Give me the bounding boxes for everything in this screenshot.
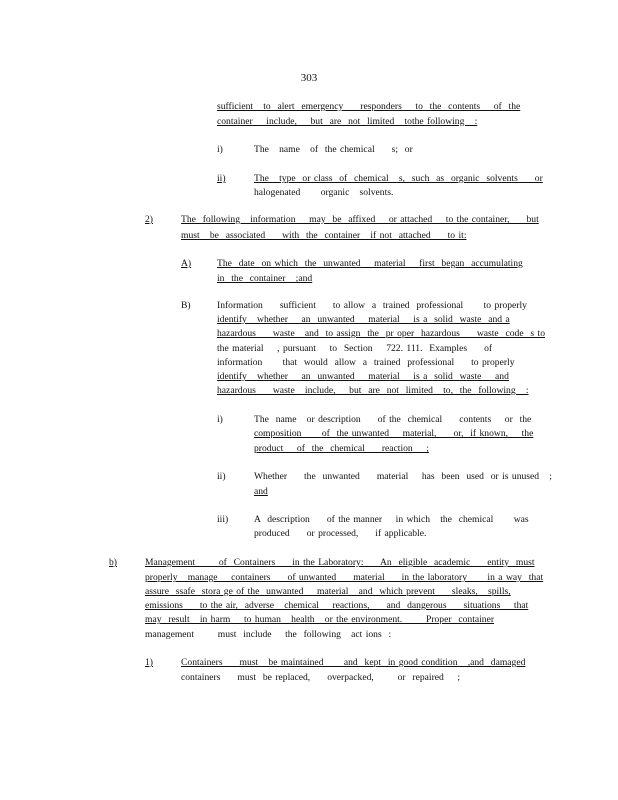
text-line: hazardous waste include, but are not limited to, the following : (217, 385, 529, 396)
text-line: Containers must be maintained and kept in good condition ,and damaged (181, 657, 526, 668)
text-line: in the container ;and (217, 273, 313, 284)
text-line: information that would allow a trained professional to properly (217, 357, 515, 368)
text-line: A description of the manner in which the chemical was (254, 514, 529, 525)
text-line: and (254, 486, 268, 497)
text-line: The type or class of chemical s, such as organic solvents or (254, 173, 543, 184)
list-label: 1) (145, 657, 153, 668)
text-line: produced or processed, if applicable. (254, 528, 427, 539)
list-label: ii) (217, 173, 226, 184)
text-line: composition of the unwanted material, or, if known, the (254, 428, 534, 439)
list-label: A) (181, 258, 192, 269)
text-line: The following information may be affixed or attached to the container, but (181, 214, 539, 225)
list-label: i) (217, 414, 223, 425)
text-line: containers must be replaced, overpacked, or repaired ; (181, 672, 461, 683)
text-line: sufficient to alert emergency responders to the contents of the (217, 101, 521, 112)
text-line: hazardous waste and to assign the pr oper hazardous waste code s to (217, 328, 545, 339)
page-number: 303 (300, 72, 318, 84)
list-item-text: The name of the chemical s; or (254, 144, 413, 155)
text-line: Information sufficient to allow a trained professional to properly (217, 300, 527, 311)
text-line: must be associated with the container if not attached to it: (181, 230, 467, 241)
text-line: container include, but are not limited tothe following : (217, 116, 478, 127)
list-label: 2) (145, 214, 153, 225)
list-label: iii) (217, 514, 229, 525)
text-line: emissions to the air, adverse chemical reactions, and dangerous situations that (145, 600, 529, 611)
text-line: Management of Containers in the Laboratory: An eligible academic entity must (145, 557, 535, 568)
text-line: may result in harm to human health or the environment. Proper container (145, 614, 495, 625)
list-label: ii) (217, 471, 226, 482)
text-line: the material , pursuant to Section 722. 111. Examples of (217, 343, 493, 354)
text-line: identify whether an unwanted material is a solid waste and (217, 371, 509, 382)
text-line: identify whether an unwanted material is a solid waste and a (217, 314, 510, 325)
list-label: b) (109, 557, 117, 568)
text-line: halogenated organic solvents. (254, 187, 394, 198)
list-label: i) (217, 144, 223, 155)
list-label: B) (181, 300, 191, 311)
text-line: assure ssafe stora ge of the unwanted material and which prevent sleaks, spills, (145, 586, 511, 597)
text-line: The date on which the unwanted material first began accumulating (217, 258, 523, 269)
text-line: product of the chemical reaction ; (254, 443, 429, 454)
text-line: properly manage containers of unwanted material in the laboratory in a way that (145, 572, 544, 583)
text-line: The name or description of the chemical contents or the (254, 414, 532, 425)
text-line: management must include the following act ions : (145, 629, 392, 640)
text-line: Whether the unwanted material has been used or is unused ; (254, 471, 552, 482)
